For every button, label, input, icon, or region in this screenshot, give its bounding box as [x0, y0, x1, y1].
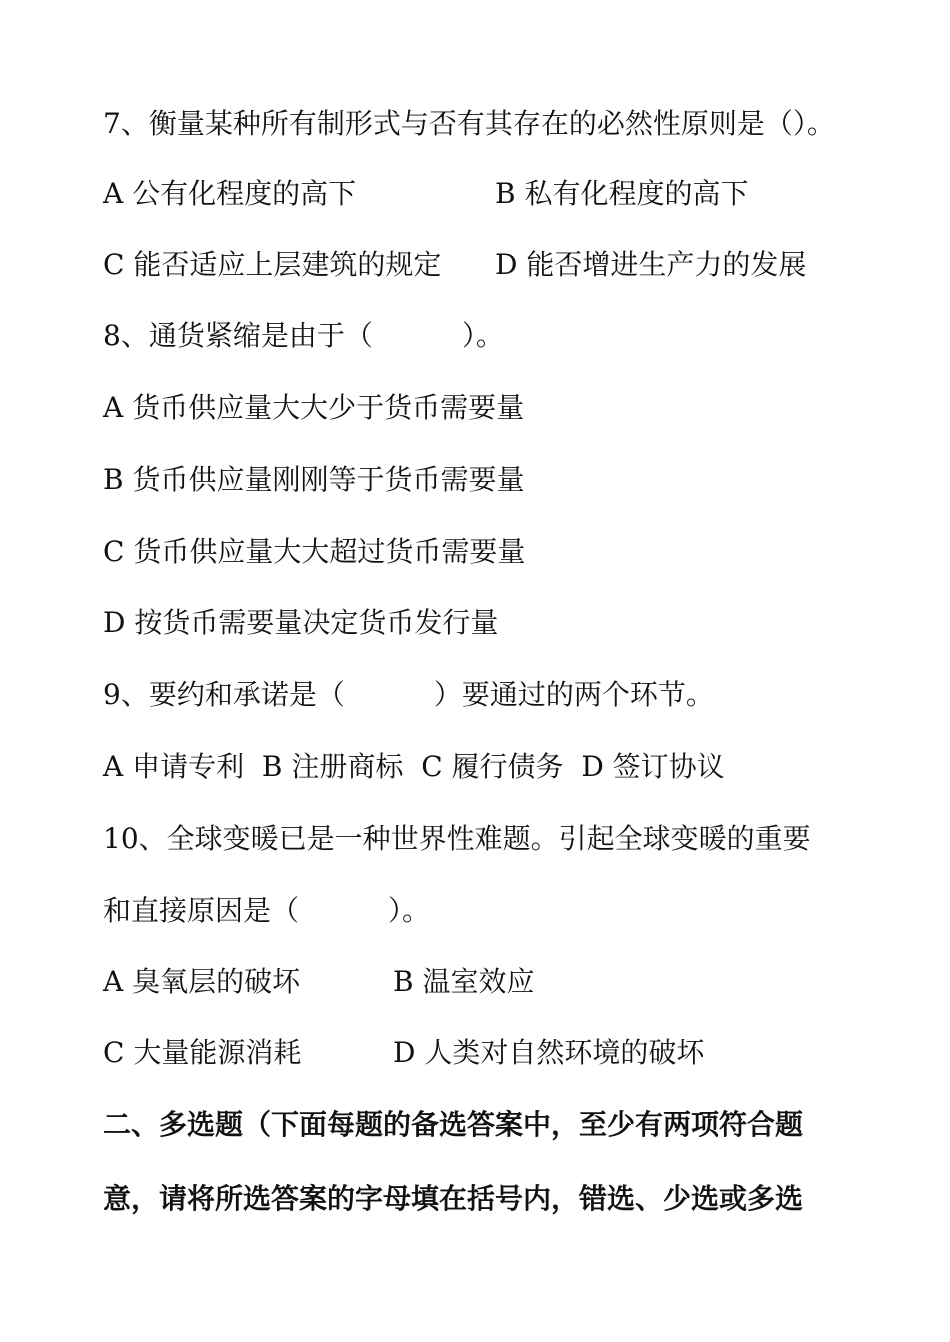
question-10-stem-line-2: 和直接原因是（ ）。	[103, 894, 431, 927]
question-8-option-d: D 按货币需要量决定货币发行量	[103, 606, 499, 639]
question-8-option-a: A 货币供应量大大少于货币需要量	[103, 391, 525, 424]
question-9-stem: 9、要约和承诺是（ ）要通过的两个环节。	[103, 678, 714, 711]
section-2-heading-line-2: 意，请将所选答案的字母填在括号内，错选、少选或多选	[103, 1182, 804, 1215]
question-8-stem: 8、通货紧缩是由于（ ）。	[103, 319, 504, 352]
question-10-stem-line-1: 10、全球变暖已是一种世界性难题。引起全球变暖的重要	[103, 822, 811, 855]
section-2-heading-line-1: 二、多选题（下面每题的备选答案中，至少有两项符合题	[103, 1108, 804, 1141]
question-8-option-b: B 货币供应量刚刚等于货币需要量	[103, 463, 525, 496]
question-10-option-a: A 臭氧层的破坏	[103, 965, 301, 998]
question-9-options: A 申请专利 B 注册商标 C 履行债务 D 签订协议	[103, 750, 725, 783]
question-7-option-c: C 能否适应上层建筑的规定	[103, 248, 442, 281]
question-10-option-b: B 温室效应	[393, 965, 535, 998]
question-7-option-a: A 公有化程度的高下	[103, 177, 357, 210]
question-8-option-c: C 货币供应量大大超过货币需要量	[103, 535, 526, 568]
question-10-option-d: D 人类对自然环境的破坏	[393, 1036, 705, 1069]
question-7-stem: 7、衡量某种所有制形式与否有其存在的必然性原则是（）。	[103, 107, 835, 140]
question-10-option-c: C 大量能源消耗	[103, 1036, 302, 1069]
question-7-option-d: D 能否增进生产力的发展	[495, 248, 807, 281]
question-7-option-b: B 私有化程度的高下	[495, 177, 749, 210]
